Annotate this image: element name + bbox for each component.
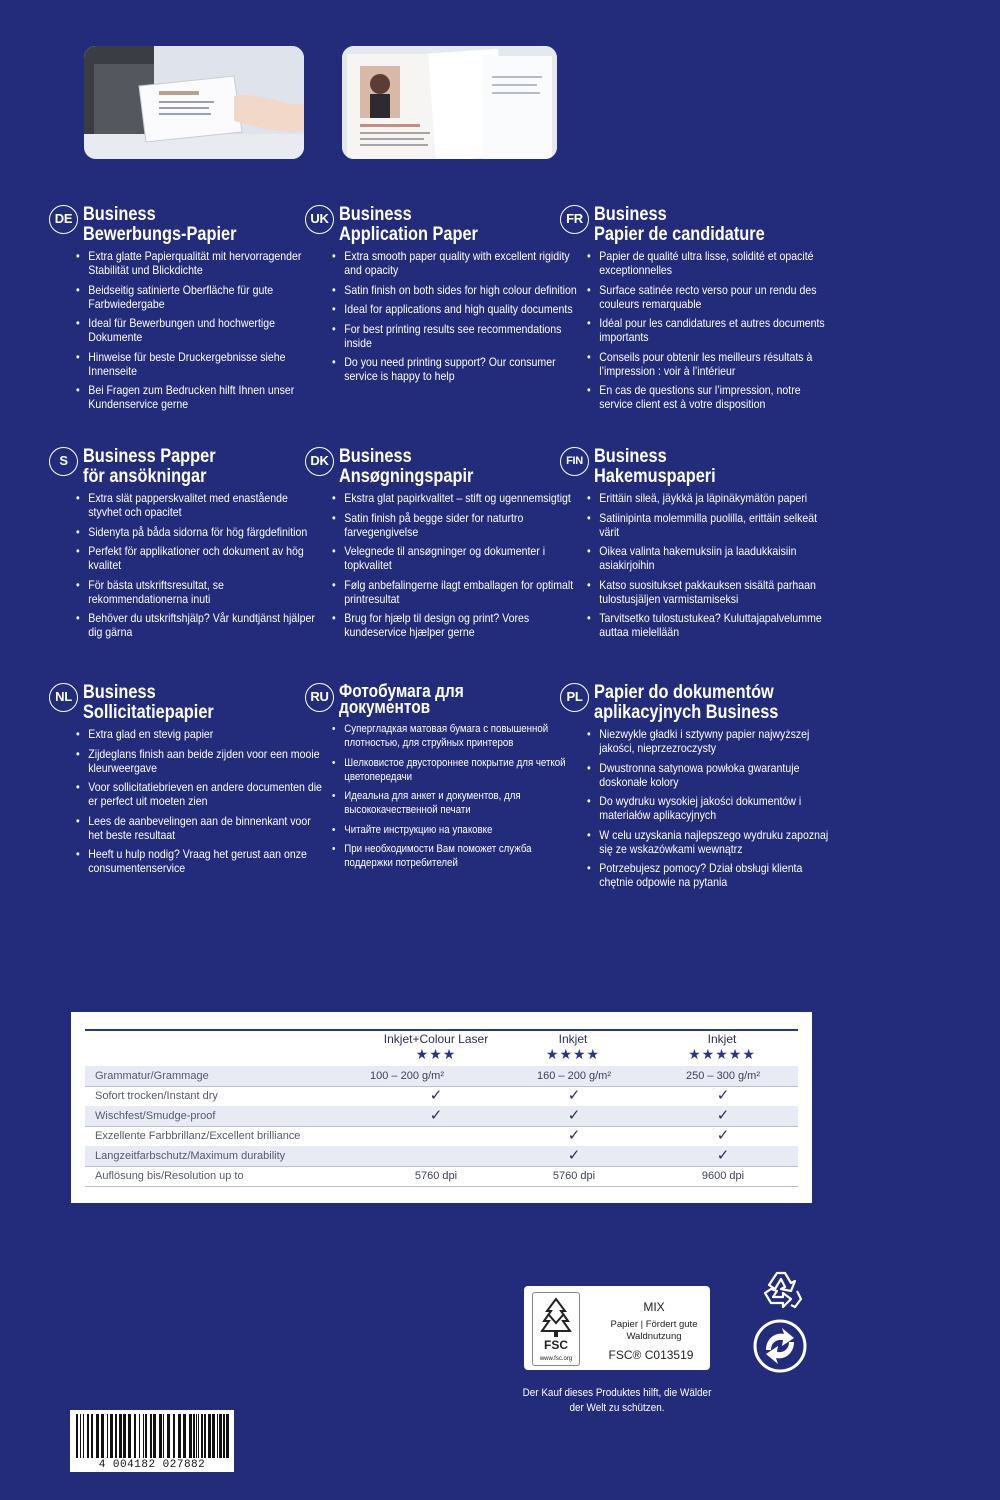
- section-title: Business Ansøgningspapir: [339, 446, 474, 487]
- feature-item: • Zijdeglans finish aan beide zijden voor een mooie kleurweergave: [83, 747, 324, 775]
- check-icon: ✓: [429, 1087, 443, 1104]
- section-dk: [305, 446, 574, 645]
- cell-value: 5760 dpi: [414, 1170, 458, 1182]
- section-pl: [560, 682, 829, 895]
- feature-item: • Behöver du utskriftshjälp? Vår kundtjänst hjälper dig gärna: [83, 611, 324, 639]
- feature-item: • Extra smooth paper quality with excellent rigidity and opacity: [339, 249, 580, 277]
- row-label: Sofort trocken/Instant dry: [95, 1090, 218, 1102]
- table-row: [85, 1126, 798, 1146]
- section-s: [49, 446, 315, 645]
- recycle-icon: [757, 1265, 805, 1313]
- barcode-bar: [107, 1414, 108, 1458]
- barcode-number: 4 004182 027882: [98, 1459, 206, 1471]
- row-label: Exzellente Farbbrillanz/Excellent brilliance: [95, 1130, 301, 1142]
- table-row: [85, 1166, 798, 1186]
- fsc-label: [524, 1286, 710, 1370]
- language-badge: NL: [49, 683, 78, 712]
- barcode-bar: [189, 1414, 192, 1458]
- feature-item: • Ekstra glat papirkvalitet – stift og ugennemsigtigt: [339, 491, 580, 505]
- rating-stars: ★★★★: [545, 1046, 601, 1062]
- feature-item: • Tarvitsetko tulostustukea? Kuluttajapalvelumme auttaa mielellään: [594, 611, 835, 639]
- feature-item: • Voor sollicitatiebrieven en andere documenten die er perfect uit moeten zien: [83, 780, 324, 808]
- barcode-bar: [204, 1414, 206, 1458]
- check-icon: ✓: [716, 1127, 730, 1144]
- feature-item: • Идеальна для анкет и документов, для высококачественной печати: [339, 789, 580, 817]
- language-badge: DK: [305, 447, 334, 476]
- cell-value: 5760 dpi: [552, 1170, 596, 1182]
- column-header: [662, 1032, 782, 1062]
- feature-item: • Читайте инструкцию на упаковке: [339, 823, 580, 837]
- barcode-bar: [145, 1414, 147, 1458]
- row-label: Wischfest/Smudge-proof: [95, 1110, 216, 1122]
- fsc-description: Papier | Fördert gute Waldnutzung: [610, 1319, 698, 1342]
- language-badge: DE: [49, 205, 78, 234]
- cell-value: 160 – 200 g/m²: [537, 1070, 611, 1082]
- barcode-bar: [115, 1414, 117, 1458]
- check-icon: ✓: [716, 1107, 730, 1124]
- feature-item: • Potrzebujesz pomocy? Dział obsługi klienta chętnie odpowie na pytania: [594, 861, 835, 889]
- feature-list: [83, 249, 323, 411]
- barcode-bar: [173, 1414, 175, 1458]
- check-icon: ✓: [716, 1147, 730, 1164]
- section-nl: [49, 682, 322, 881]
- table-row: [85, 1106, 798, 1126]
- check-icon: ✓: [567, 1127, 581, 1144]
- table-row: [85, 1146, 798, 1166]
- barcode-bar: [101, 1414, 104, 1458]
- section-fr: [560, 204, 825, 417]
- row-divider: [85, 1186, 798, 1187]
- barcode-bar: [143, 1414, 144, 1458]
- barcode-bar: [83, 1414, 84, 1458]
- barcode-bar: [196, 1414, 197, 1458]
- barcode-bar: [208, 1414, 211, 1458]
- language-badge: UK: [305, 205, 334, 234]
- fsc-caption: Der Kauf dieses Produktes hilft, die Wälder der Welt zu schützen.: [522, 1387, 712, 1414]
- feature-item: • Satin finish on both sides for high colour definition: [339, 283, 580, 297]
- feature-item: • Satiinipinta molemmilla puolilla, erittäin selkeät värit: [594, 511, 835, 539]
- language-badge: PL: [560, 683, 589, 712]
- barcode-bar: [119, 1414, 122, 1458]
- feature-item: • Katso suositukset pakkauksen sisältä parhaan tulostusjäljen varmistamiseksi: [594, 578, 835, 606]
- section-title: Business Papier de candidature: [594, 204, 765, 245]
- row-label: Auflösung bis/Resolution up to: [95, 1170, 244, 1182]
- check-icon: ✓: [716, 1087, 730, 1104]
- table-divider: [85, 1029, 798, 1031]
- fsc-logo-text: FSC: [544, 1338, 568, 1352]
- barcode-bar: [163, 1414, 164, 1458]
- feature-list: [594, 249, 834, 411]
- column-header: [513, 1032, 633, 1062]
- fsc-mix: MIX: [643, 1300, 665, 1314]
- language-badge: FIN: [560, 447, 589, 476]
- feature-item: • Extra glad en stevig papier: [83, 727, 324, 741]
- language-badge: FR: [560, 205, 589, 234]
- table-row: [85, 1066, 798, 1086]
- row-label: Langzeitfarbschutz/Maximum durability: [95, 1150, 286, 1162]
- feature-item: • Papier de qualité ultra lisse, solidité et opacité exceptionnelles: [594, 249, 835, 277]
- feature-item: • При необходимости Вам поможет служба поддержки потребителей: [339, 842, 580, 870]
- feature-item: • Niezwykle gładki i sztywny papier najwyższej jakości, nieprzezroczysty: [594, 727, 835, 755]
- resume-documents-photo: [342, 46, 557, 159]
- barcode-bar: [150, 1414, 152, 1458]
- feature-item: • Surface satinée recto verso pour un rendu des couleurs remarquable: [594, 283, 835, 311]
- feature-item: • Perfekt för applikationer och dokument av hög kvalitet: [83, 544, 324, 572]
- barcode-bar: [217, 1414, 218, 1458]
- feature-item: • Hinweise für beste Druckergebnisse siehe Innenseite: [83, 350, 324, 378]
- feature-list: [339, 249, 579, 383]
- feature-list: [83, 727, 323, 875]
- barcode-bar: [128, 1414, 131, 1458]
- barcode-bar: [159, 1414, 162, 1458]
- feature-item: • Ideal für Bewerbungen und hochwertige Dokumente: [83, 316, 324, 344]
- cell-value: 250 – 300 g/m²: [686, 1070, 760, 1082]
- barcode-bar: [223, 1414, 225, 1458]
- check-icon: ✓: [429, 1107, 443, 1124]
- barcode-bar: [139, 1414, 140, 1458]
- feature-item: • En cas de questions sur l’impression, notre service client est à votre disposition: [594, 383, 835, 411]
- feature-item: • Extra glatte Papierqualität mit hervorragender Stabilität und Blickdichte: [83, 249, 324, 277]
- barcode: [70, 1410, 234, 1472]
- feature-item: • Erittäin sileä, jäykkä ja läpinäkymätön paperi: [594, 491, 835, 505]
- feature-item: • Brug for hjælp til design og print? Vores kundeservice hjælper gerne: [339, 611, 580, 639]
- barcode-bar: [201, 1414, 203, 1458]
- barcode-bar: [193, 1414, 195, 1458]
- barcode-bar: [76, 1414, 78, 1458]
- feature-item: • Шелковистое двустороннее покрытие для четкой цветопередачи: [339, 756, 580, 784]
- section-fin: [560, 446, 822, 645]
- check-icon: ✓: [567, 1147, 581, 1164]
- feature-item: • Bei Fragen zum Bedrucken hilft Ihnen unser Kundenservice gerne: [83, 383, 324, 411]
- feature-item: • Do you need printing support? Our consumer service is happy to help: [339, 355, 580, 383]
- feature-list: [339, 491, 579, 639]
- feature-item: • Lees de aanbevelingen aan de binnenkant voor het beste resultaat: [83, 814, 324, 842]
- feature-item: • Idéal pour les candidatures et autres documents importants: [594, 316, 835, 344]
- section-title: Papier do dokumentów aplikacyjnych Business: [594, 682, 779, 723]
- barcode-bar: [110, 1414, 113, 1458]
- feature-list: [594, 727, 834, 889]
- language-badge: S: [49, 447, 78, 476]
- section-ru: [305, 681, 566, 876]
- barcode-bar: [96, 1414, 99, 1458]
- section-title: Business Application Paper: [339, 204, 478, 245]
- feature-item: • W celu uzyskania najlepszego wydruku zapoznaj się ze wskazówkami wewnątrz: [594, 828, 835, 856]
- row-label: Grammatur/Grammage: [95, 1070, 209, 1082]
- feature-item: • Conseils pour obtenir les meilleurs résultats à l’impression : voir à l’intérieur: [594, 350, 835, 378]
- barcode-bar: [183, 1414, 186, 1458]
- table-row: [85, 1086, 798, 1106]
- comparison-table: [71, 1012, 812, 1203]
- barcode-bar: [134, 1414, 136, 1458]
- check-icon: ✓: [567, 1087, 581, 1104]
- column-label: Inkjet+Colour Laser: [383, 1032, 489, 1046]
- printer-photo: [84, 46, 304, 159]
- section-title: Фотобумага для документов: [339, 681, 464, 717]
- rating-stars: ★★★: [415, 1046, 457, 1062]
- cell-value: 100 – 200 g/m²: [370, 1070, 444, 1082]
- feature-item: • Heeft u hulp nodig? Vraag het gerust aan onze consumentenservice: [83, 847, 324, 875]
- feature-item: • Beidseitig satinierte Oberfläche für gute Farbwiedergabe: [83, 283, 324, 311]
- feature-item: • Dwustronna satynowa powłoka gwarantuje doskonałe kolory: [594, 761, 835, 789]
- column-label: Inkjet: [707, 1032, 737, 1046]
- feature-item: • Sidenyta på båda sidorna för hög färgdefinition: [83, 525, 324, 539]
- barcode-bars-icon: [70, 1410, 234, 1460]
- barcode-bar: [212, 1414, 215, 1458]
- column-label: Inkjet: [558, 1032, 588, 1046]
- feature-list: [83, 491, 323, 639]
- feature-list: [594, 491, 834, 639]
- barcode-bar: [167, 1414, 170, 1458]
- barcode-bar: [219, 1414, 222, 1458]
- section-title: Business Papper för ansökningar: [83, 446, 216, 487]
- cell-value: 9600 dpi: [701, 1170, 745, 1182]
- feature-item: • Do wydruku wysokiej jakości dokumentów i materiałów aplikacyjnych: [594, 794, 835, 822]
- barcode-bar: [91, 1414, 93, 1458]
- fsc-code: FSC® C013519: [608, 1348, 694, 1362]
- check-icon: ✓: [567, 1107, 581, 1124]
- barcode-bar: [178, 1414, 181, 1458]
- feature-item: • Суперглaдкая матовая бумага с повышенной плотностью, для струйных принтеров: [339, 722, 580, 750]
- language-badge: RU: [305, 683, 334, 712]
- feature-item: • Extra slät papperskvalitet med enastående styvhet och opacitet: [83, 491, 324, 519]
- fsc-logo: [532, 1292, 580, 1366]
- section-title: Business Hakemuspaperi: [594, 446, 716, 487]
- feature-list: [339, 722, 579, 870]
- section-title: Business Bewerbungs-Papier: [83, 204, 237, 245]
- feature-item: • For best printing results see recommendations inside: [339, 322, 580, 350]
- feature-item: • Satin finish på begge sider for naturtro farvegengivelse: [339, 511, 580, 539]
- green-dot-icon: [752, 1318, 808, 1374]
- rating-stars: ★★★★★: [688, 1046, 756, 1062]
- feature-item: • För bästa utskriftsresultat, se rekommendationerna inuti: [83, 578, 324, 606]
- feature-item: • Følg anbefalingerne ilagt emballagen for optimalt printresultat: [339, 578, 580, 606]
- barcode-bar: [198, 1414, 199, 1458]
- barcode-bar: [123, 1414, 126, 1458]
- barcode-bar: [80, 1414, 81, 1458]
- barcode-bar: [87, 1414, 89, 1458]
- feature-item: • Ideal for applications and high quality documents: [339, 302, 580, 316]
- feature-item: • Oikea valinta hakemuksiin ja laadukkaisiin asiakirjoihin: [594, 544, 835, 572]
- column-header: [346, 1032, 526, 1062]
- fsc-url: www.fsc.org: [539, 1356, 573, 1362]
- section-title: Business Sollicitatiepapier: [83, 682, 214, 723]
- section-de: [49, 205, 307, 417]
- barcode-bar: [153, 1414, 156, 1458]
- barcode-bar: [226, 1414, 229, 1458]
- feature-item: • Velegnede til ansøgninger og dokumenter i topkvalitet: [339, 544, 580, 572]
